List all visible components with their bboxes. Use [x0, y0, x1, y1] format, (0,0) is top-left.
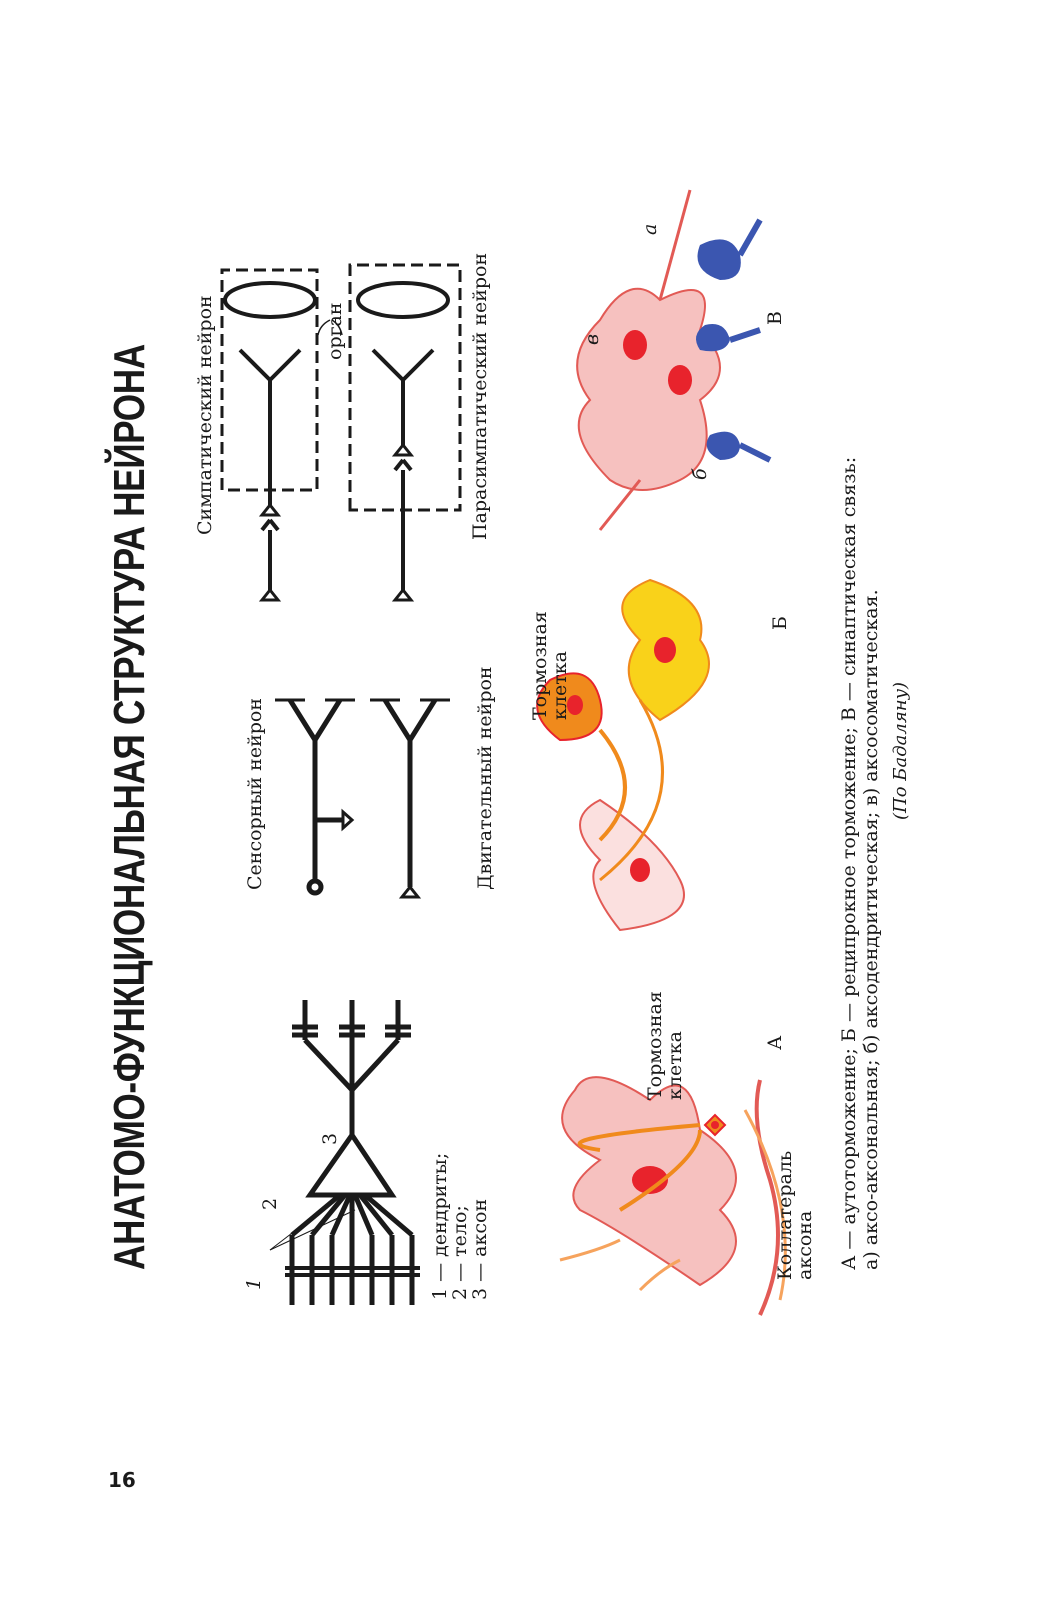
panel-c-letter: В: [764, 311, 786, 325]
marker-3: 3: [319, 1132, 341, 1145]
sensory-neuron-label: Сенсорный нейрон: [244, 697, 266, 890]
panel-a-letter: А: [764, 1035, 786, 1050]
motor-neuron: [370, 700, 450, 897]
organ-parasympathetic: [358, 283, 448, 317]
page-number: 16: [108, 1468, 136, 1492]
caption-line-1: А — аутоторможение; Б — реципрокное торможение; В — синаптическая связь:: [838, 456, 860, 1270]
legend-dendrites: 1 — дендриты;: [429, 1152, 451, 1300]
figure-credit: (По Бадаляну): [890, 681, 911, 820]
page-title: АНАТОМО-ФУНКЦИОНАЛЬНАЯ СТРУКТУРА НЕЙРОНА: [105, 344, 154, 1270]
collateral-label-2: аксона: [794, 1210, 816, 1280]
legend-body: 2 — тело;: [449, 1205, 471, 1300]
panel-a-inhibitory-label-2: клетка: [664, 1031, 686, 1100]
caption-line-2: а) аксо-аксональная; б) аксодендритическая; в) аксосоматическая.: [860, 589, 882, 1270]
panel-c-illustration: [577, 190, 770, 530]
panel-c-mark-v: в: [581, 333, 603, 345]
legend-axon: 3 — аксон: [469, 1198, 491, 1300]
terminal-b: [707, 432, 740, 460]
sympathetic-neuron-label: Симпатический нейрон: [194, 295, 216, 535]
terminal-a: [698, 239, 741, 280]
panel-a-illustration: [560, 1077, 785, 1315]
panel-b-illustration: [537, 580, 709, 930]
organ-sympathetic: [225, 283, 315, 317]
panel-b-inhibitory-label-2: клетка: [549, 651, 571, 720]
sensory-neuron: [275, 700, 355, 893]
panel-a-inhibitory-label-1: Тормозная: [644, 991, 666, 1100]
terminal-v: [696, 324, 730, 351]
panel-c-mark-b: б: [689, 468, 711, 480]
panel-b-inhibitory-label-1: Тормозная: [529, 611, 551, 720]
marker-1: 1: [243, 1277, 265, 1290]
sympathetic-neuron: [222, 270, 317, 600]
organ-label: орган: [324, 302, 346, 360]
neuron-schema: [270, 1000, 420, 1305]
panel-b-letter: Б: [769, 616, 791, 630]
motor-neuron-label: Двигательный нейрон: [474, 666, 496, 890]
figure-caption: [838, 457, 882, 1270]
marker-2: 2: [259, 1197, 281, 1210]
collateral-label-1: Коллатераль: [774, 1150, 796, 1280]
parasympathetic-neuron-label: Парасимпатический нейрон: [469, 252, 491, 540]
panel-c-mark-a: а: [639, 223, 661, 235]
